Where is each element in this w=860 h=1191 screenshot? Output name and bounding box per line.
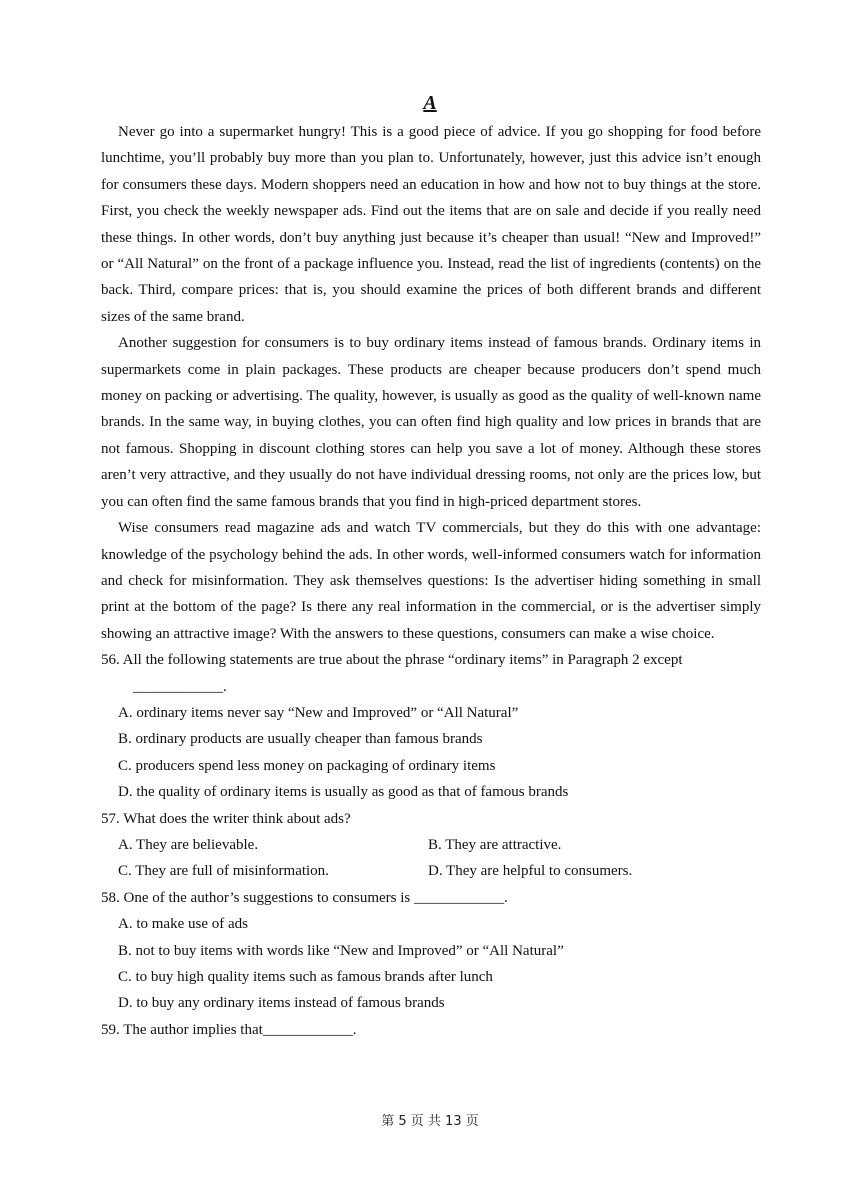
question-57-options-row-2	[101, 858, 761, 884]
question-57-option-a: A. They are believable.	[118, 836, 259, 853]
question-59	[101, 1017, 761, 1043]
paragraph-3: Wise consumers read magazine ads and watch TV commercials, but they do this with one advantage: knowledge of the psychology behind the ads. In other words, well-informed consumers watch for information and check for misinformation. They ask themselves questions: Is the advertiser hiding something in small print at the bottom of the page? Is there any real information in the commercial, or is the advertiser simply showing an attractive image? With the answers to these questions, consumers can make a wise choice.	[101, 520, 761, 642]
question-57-option-b: B. They are attractive.	[428, 836, 562, 853]
question-56-option-a: A. ordinary items never say “New and Improved” or “All Natural”	[118, 704, 519, 721]
question-57-stem: 57. What does the writer think about ads?	[101, 810, 351, 827]
question-56-option-d: D. the quality of ordinary items is usually as good as that of famous brands	[118, 784, 569, 801]
question-56-option-b: B. ordinary products are usually cheaper than famous brands	[118, 731, 483, 748]
question-57	[101, 806, 761, 885]
question-58-option-a: A. to make use of ads	[118, 916, 248, 933]
section-title: A	[423, 92, 437, 114]
question-57-option-c: C. They are full of misinformation.	[118, 863, 329, 880]
question-56-stem: 56. All the following statements are true about the phrase “ordinary items” in Paragraph 2 except	[101, 652, 683, 669]
question-58-stem: 58. One of the author’s suggestions to consumers is ____________.	[101, 889, 508, 906]
question-59-stem: 59. The author implies that____________.	[101, 1021, 357, 1038]
question-58	[101, 885, 761, 1017]
paragraph-1: Never go into a supermarket hungry! This is a good piece of advice. If you go shopping for food before lunchtime, you’ll probably buy more than you plan to. Unfortunately, however, just this advice isn’t enough for consumers these days. Modern shoppers need an education in how and how not to buy things at the store. First, you check the weekly newspaper ads. Find out the items that are on sale and decide if you really need these things. In other words, don’t buy anything just because it’s cheaper than usual! “New and Improved!” or “All Natural” on the front of a package influence you. Instead, read the list of ingredients (contents) on the back. Third, compare prices: that is, you should examine the prices of both different brands and different sizes of the same brand.	[101, 124, 761, 325]
question-58-option-c: C. to buy high quality items such as famous brands after lunch	[118, 969, 493, 985]
question-58-option-d: D. to buy any ordinary items instead of famous brands	[118, 995, 445, 1012]
question-56-option-c: C. producers spend less money on packaging of ordinary items	[118, 757, 496, 774]
paragraph-2: Another suggestion for consumers is to buy ordinary items instead of famous brands. Ordinary items in supermarkets come in plain packages. These products are cheaper because producers don’t spend much money on packing or advertising. The quality, however, is usually as good as the quality of well-known name brands. In the same way, in buying clothes, you can often find high quality and low prices in brands that are not famous. Shopping in discount clothing stores can help you save a lot of money. Although these stores aren’t very attractive, and they usually do not have individual dressing rooms, not only are the prices low, but you can often find the same famous brands that you find in high-priced department stores.	[101, 335, 761, 510]
page-footer: 第 5 页 共 13 页	[381, 1114, 479, 1129]
question-57-options-row-1	[101, 832, 761, 858]
question-58-option-b: B. not to buy items with words like “New and Improved” or “All Natural”	[118, 942, 564, 959]
question-56	[101, 647, 761, 805]
question-56-blank: ____________.	[133, 678, 227, 695]
question-57-option-d: D. They are helpful to consumers.	[428, 863, 633, 880]
passage-content	[101, 119, 761, 1043]
